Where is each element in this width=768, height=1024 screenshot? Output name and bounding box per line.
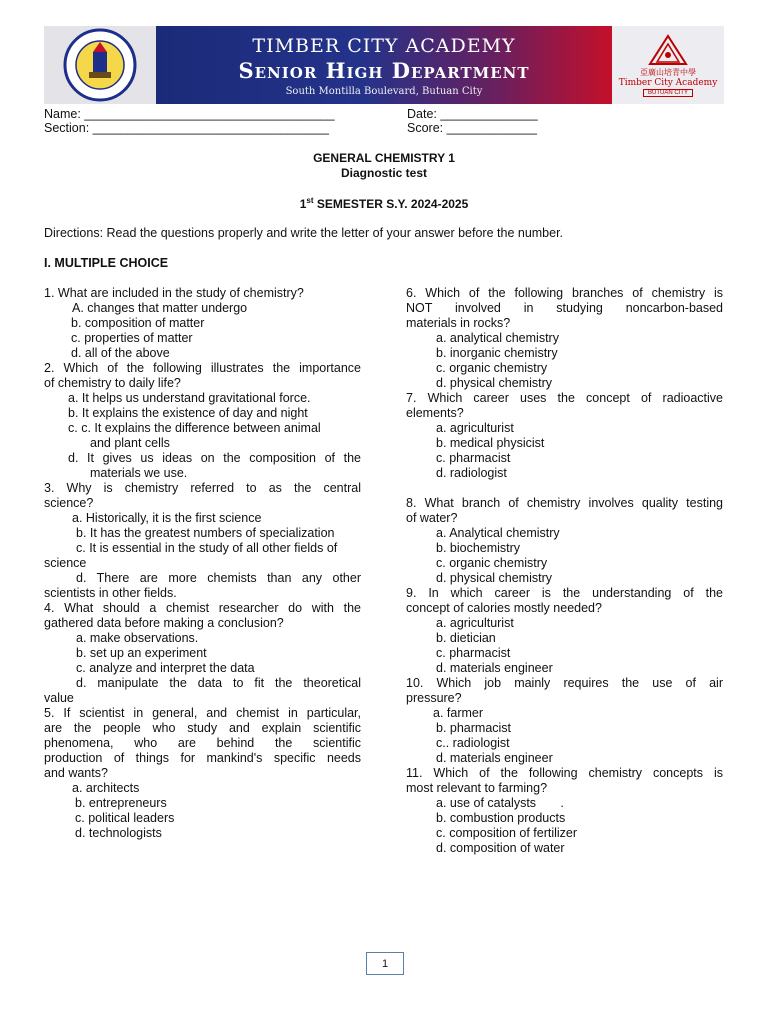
answer-option: scientists in other fields. [44,586,177,600]
answer-option: b. entrepreneurs [75,796,167,810]
logo-chinese-text: 亞廣山培青中學 [640,67,696,77]
answer-option: c. organic chemistry [436,361,548,375]
semester-text: SEMESTER S.Y. 2024-2025 [313,197,469,211]
answer-option: b. biochemistry [436,541,521,555]
course-title: GENERAL CHEMISTRY 1 [313,151,455,165]
answer-option: and plant cells [90,436,170,450]
question-text: materials in rocks? [406,316,511,330]
answer-option: value [44,691,74,705]
answer-option: c. c. It explains the difference between animal [68,421,321,435]
answer-option: b. set up an experiment [76,646,207,660]
question-text: 1. What are included in the study of chemistry? [44,286,304,300]
date-field[interactable]: Date: ______________ [407,107,538,121]
question-text: gathered data before making a conclusion? [44,616,284,630]
answer-option: b. It explains the existence of day and night [68,406,308,420]
question-text: 5. If scientist in general, and chemist in particular, [44,706,361,720]
answer-option: c. composition of fertilizer [436,826,578,840]
logo-name: Timber City Academy [618,77,718,88]
answer-option: materials we use. [90,466,188,480]
deped-seal-icon [63,28,137,102]
section-heading: I. MULTIPLE CHOICE [44,256,169,270]
answer-option: d. all of the above [71,346,170,360]
answer-option: a. farmer [433,706,484,720]
question-text: phenomena, who are behind the scientific [44,736,361,750]
answer-option: a. architects [72,781,140,795]
semester-number: 1 [299,197,307,211]
score-field[interactable]: Score: _____________ [407,121,537,135]
question-text: are the people who study and explain scientific [44,721,361,735]
question-text: of chemistry to daily life? [44,376,181,390]
spacer [406,481,723,496]
answer-option: d. There are more chemists than any other [76,571,361,585]
section-field[interactable]: Section: __________________________________ [44,121,330,135]
question-text: 4. What should a chemist researcher do with the [44,601,361,615]
department-name: Senior High Department [238,58,530,83]
answer-option: a. agriculturist [436,421,514,435]
question-text: production of things for mankind's specific needs [44,751,361,765]
answer-option: d. physical chemistry [436,376,553,390]
answer-option: a. make observations. [76,631,199,645]
header-banner [44,26,724,104]
question-text: pressure? [406,691,462,705]
answer-option: a. It helps us understand gravitational force. [68,391,311,405]
question-text: 10. Which job mainly requires the use of air [406,676,723,690]
answer-option: b. composition of matter [71,316,205,330]
question-text: 2. Which of the following illustrates the importance [44,361,361,375]
answer-option: c. properties of matter [71,331,193,345]
answer-option: a. agriculturist [436,616,514,630]
answer-option: b. inorganic chemistry [436,346,558,360]
question-text: 6. Which of the following branches of chemistry is [406,286,723,300]
answer-option: c. It is essential in the study of all other fields of [76,541,338,555]
semester-suffix: st [306,196,314,205]
answer-option: a. analytical chemistry [436,331,559,345]
right-question-column [406,286,723,856]
answer-option: c. pharmacist [436,451,511,465]
directions: Directions: Read the questions properly and write the letter of your answer before the number. [44,226,564,240]
answer-option: a. Historically, it is the first science [72,511,262,525]
answer-option: c. organic chemistry [436,556,548,570]
answer-option: c. pharmacist [436,646,511,660]
name-field[interactable]: Name: ____________________________________ [44,107,335,121]
answer-option: d. It gives us ideas on the composition of the [68,451,361,465]
answer-option: d. radiologist [436,466,507,480]
answer-option: b. It has the greatest numbers of specialization [76,526,335,540]
answer-option: c. political leaders [75,811,175,825]
answer-option: d. materials engineer [436,661,553,675]
question-text: 8. What branch of chemistry involves quality testing [406,496,723,510]
answer-option: a. Analytical chemistry [436,526,560,540]
answer-option: A. changes that matter undergo [72,301,248,315]
question-text: science? [44,496,94,510]
school-logo [612,26,724,104]
answer-option: b. medical physicist [436,436,545,450]
question-text: 9. In which career is the understanding of the [406,586,723,600]
question-text: 11. Which of the following chemistry concepts is [406,766,723,780]
semester-title [0,196,768,211]
answer-option: d. technologists [75,826,162,840]
answer-option: a. use of catalysts . [436,796,564,810]
question-text: concept of calories mostly needed? [406,601,602,615]
answer-option: b. dietician [436,631,496,645]
school-name: TIMBER CITY ACADEMY [252,35,516,57]
answer-option: c.. radiologist [436,736,510,750]
question-text: 7. Which career uses the concept of radioactive [406,391,723,405]
deped-seal [44,26,156,104]
page-number: 1 [366,952,404,975]
answer-option: d. manipulate the data to fit the theoretical [76,676,361,690]
triangle-logo-icon [648,34,688,66]
left-question-column [44,286,361,841]
question-text: NOT involved in studying noncarbon-based [406,301,723,315]
answer-option: d. physical chemistry [436,571,553,585]
answer-option: b. combustion products [436,811,566,825]
logo-city: BUTUAN CITY [643,89,693,97]
answer-option: c. analyze and interpret the data [76,661,255,675]
answer-option: d. composition of water [436,841,565,855]
question-text: and wants? [44,766,108,780]
question-text: elements? [406,406,464,420]
school-address: South Montilla Boulevard, Butuan City [285,86,483,97]
answer-option: b. pharmacist [436,721,512,735]
question-text: of water? [406,511,458,525]
school-title-band [156,26,612,104]
question-text: most relevant to farming? [406,781,548,795]
question-text: 3. Why is chemistry referred to as the central [44,481,361,495]
answer-option: d. materials engineer [436,751,553,765]
test-title: Diagnostic test [340,166,427,180]
answer-option: science [44,556,87,570]
